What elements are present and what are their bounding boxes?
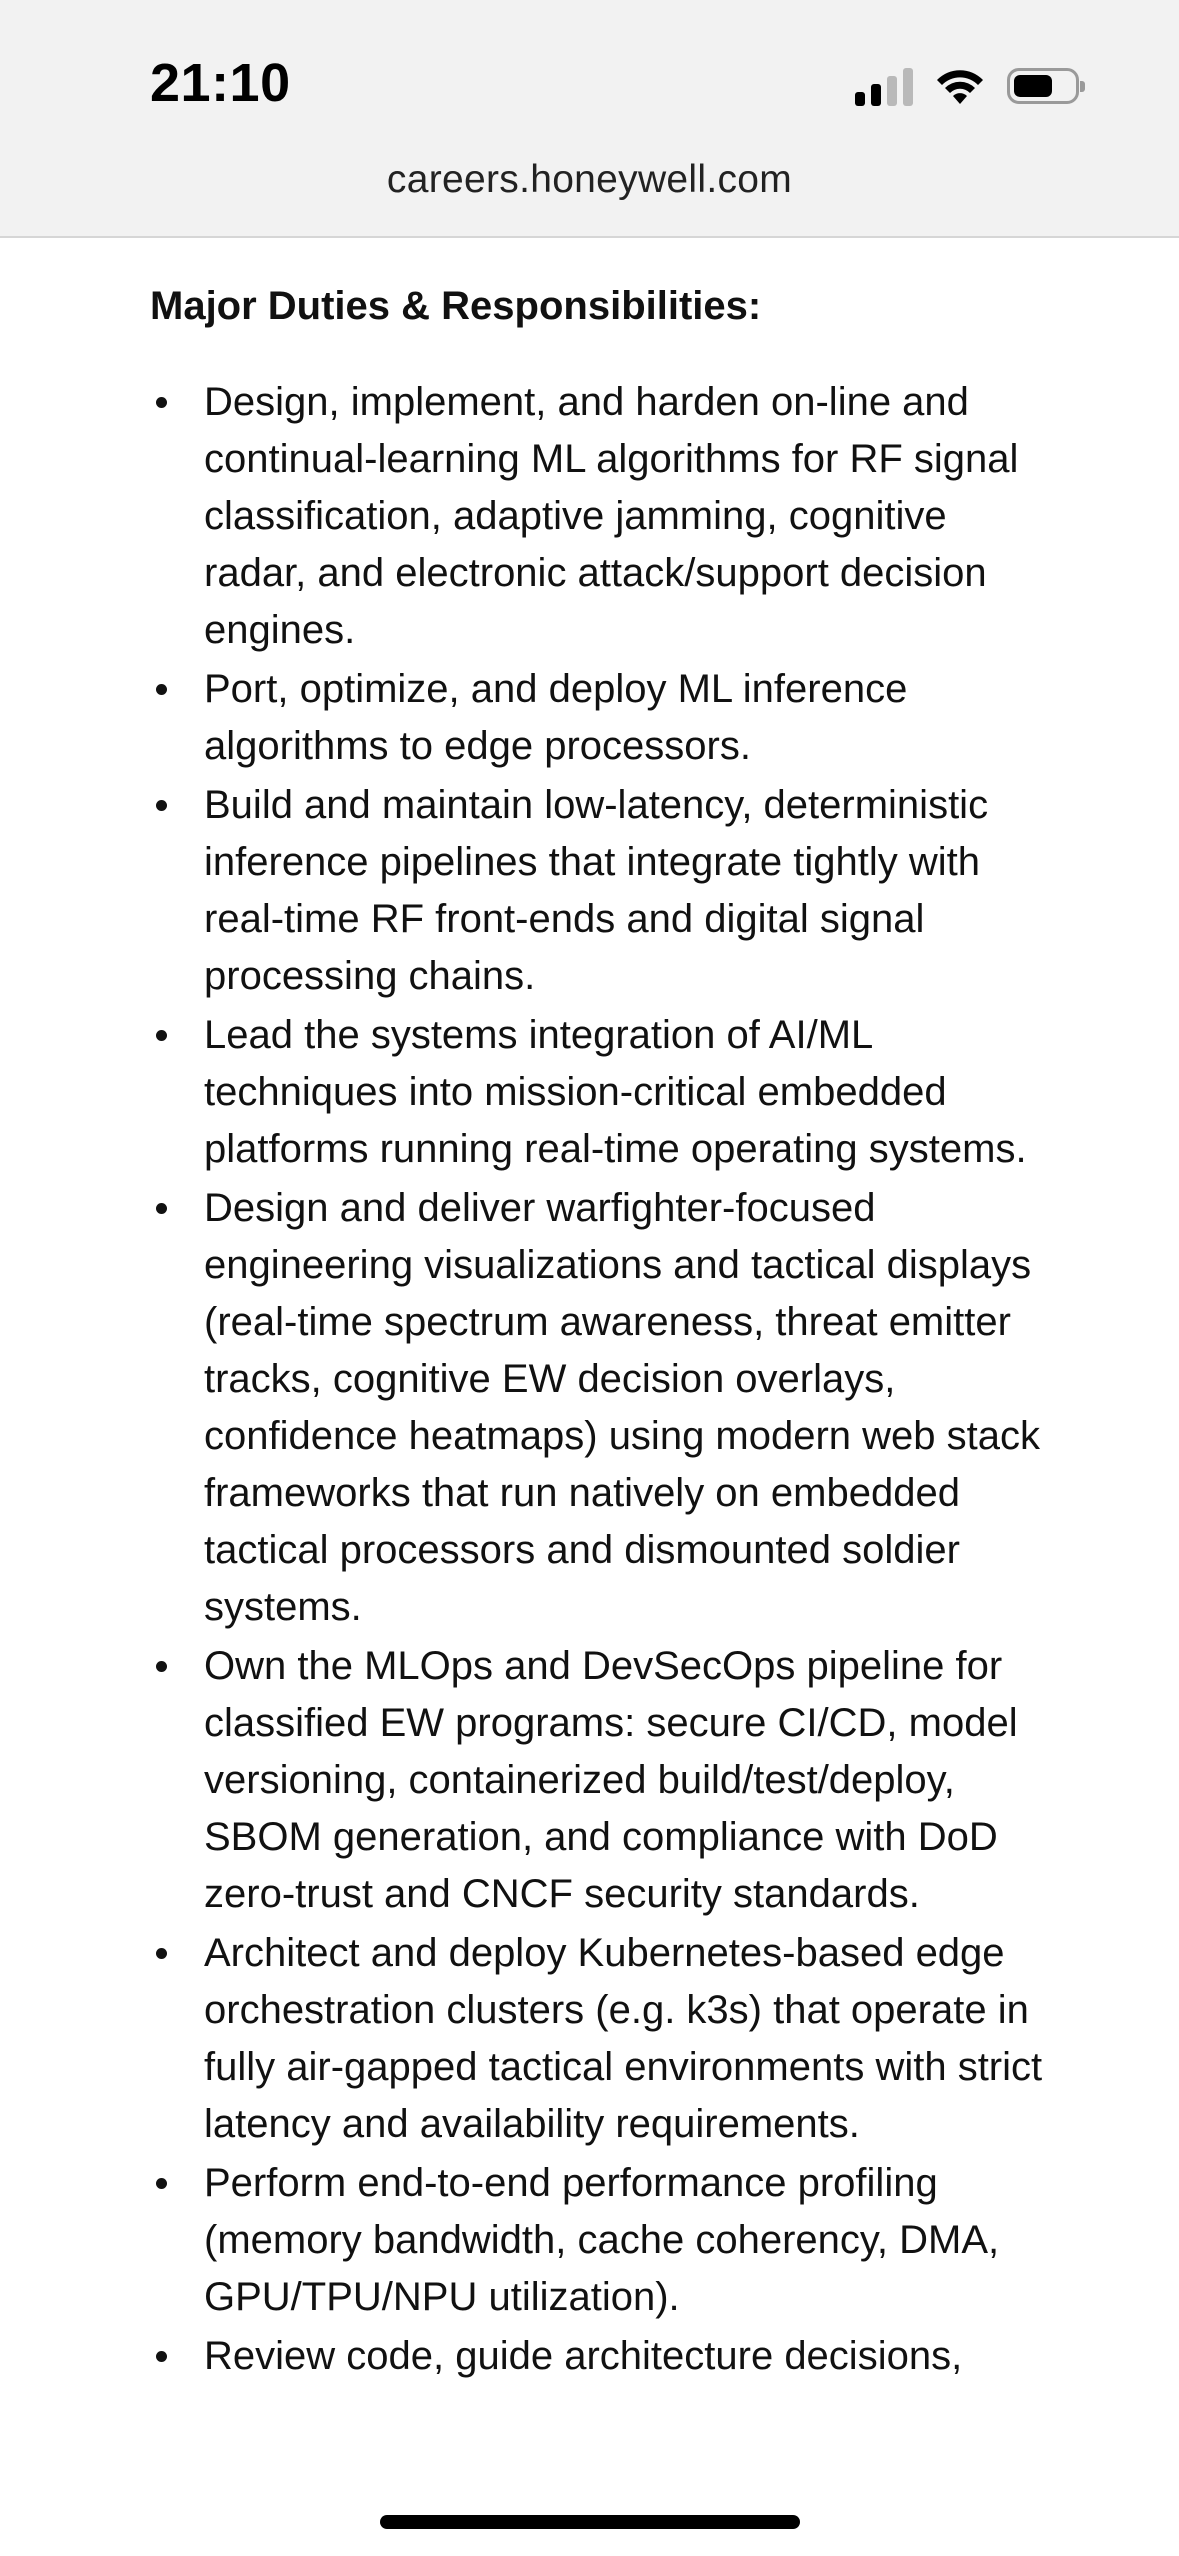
bullet-icon — [156, 1203, 167, 1214]
duty-text: Architect and deploy Kubernetes-based edge orchestration clusters (e.g. k3s) that operate in fully air-gapped tactical environments with strict latency and availability requirements. — [204, 1931, 1043, 2146]
url-bar[interactable]: careers.honeywell.com — [386, 158, 793, 201]
duty-text: Review code, guide architecture decisions, — [204, 2334, 963, 2378]
list-item — [150, 1180, 1050, 1636]
bullet-icon — [156, 1030, 167, 1041]
duty-text: Own the MLOps and DevSecOps pipeline for classified EW programs: secure CI/CD, model versioning, containerized build/test/deploy, SBOM generation, and compliance with DoD zero-trust and CNCF security standards. — [204, 1644, 1018, 1916]
home-indicator[interactable] — [380, 2515, 800, 2529]
bullet-icon — [156, 2351, 167, 2362]
status-time: 21:10 — [150, 53, 291, 113]
section-title: Major Duties & Responsibilities: — [150, 284, 762, 328]
job-description-content — [150, 280, 1050, 2387]
bullet-icon — [156, 397, 167, 408]
duty-text: Design, implement, and harden on-line and continual-learning ML algorithms for RF signal classification, adaptive jamming, cognitive radar, and electronic attack/support decision engines. — [204, 380, 1019, 652]
duties-list — [150, 374, 1050, 2385]
bullet-icon — [156, 2178, 167, 2189]
duty-text: Build and maintain low-latency, deterministic inference pipelines that integrate tightly with real-time RF front-ends and digital signal processing chains. — [204, 783, 989, 998]
list-item — [150, 1638, 1050, 1923]
list-item — [150, 2155, 1050, 2326]
list-item — [150, 374, 1050, 659]
list-item — [150, 661, 1050, 775]
browser-top-bar — [0, 0, 1179, 238]
list-item — [150, 1007, 1050, 1178]
list-item — [150, 777, 1050, 1005]
duty-text: Lead the systems integration of AI/ML techniques into mission-critical embedded platforms running real-time operating systems. — [204, 1013, 1027, 1171]
status-icons — [855, 62, 1079, 110]
list-item — [150, 2328, 1050, 2385]
bullet-icon — [156, 684, 167, 695]
bullet-icon — [156, 800, 167, 811]
duty-text: Design and deliver warfighter-focused engineering visualizations and tactical displays (real-time spectrum awareness, threat emitter tracks, cognitive EW decision overlays, confidence heatmaps) using modern web stack frameworks that run natively on embedded tactical processors and dismounted soldier systems. — [204, 1186, 1041, 1629]
cellular-signal-icon — [855, 66, 913, 106]
duty-text: Perform end-to-end performance profiling (memory bandwidth, cache coherency, DMA, GPU/TPU/NPU utilization). — [204, 2161, 1000, 2319]
bullet-icon — [156, 1661, 167, 1672]
bullet-icon — [156, 1948, 167, 1959]
list-item — [150, 1925, 1050, 2153]
battery-icon — [1007, 68, 1079, 104]
wifi-icon — [935, 66, 985, 106]
duty-text: Port, optimize, and deploy ML inference algorithms to edge processors. — [204, 667, 908, 768]
